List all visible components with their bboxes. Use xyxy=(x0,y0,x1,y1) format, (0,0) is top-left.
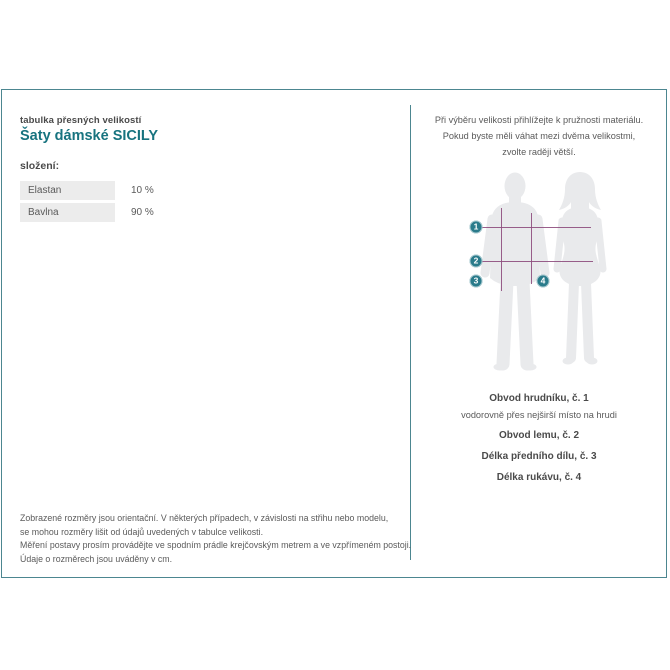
measurement-label-4: Délka rukávu, č. 4 xyxy=(496,472,582,483)
disclaimer-line: Zobrazené rozměry jsou orientační. V některých případech, v závislosti na střihu nebo modelu, xyxy=(20,513,389,523)
female-silhouette xyxy=(557,172,603,365)
product-title: Šaty dámské SICILY xyxy=(20,128,159,144)
size-selection-advice xyxy=(411,112,667,160)
measure-marker-3: 3 xyxy=(470,275,483,288)
measurement-label-1: Obvod hrudníku, č. 1 xyxy=(489,393,589,404)
measure-marker-1: 1 xyxy=(470,221,483,234)
measurement-label-2: Obvod lemu, č. 2 xyxy=(498,430,580,441)
composition-heading: složení: xyxy=(20,160,60,172)
male-silhouette xyxy=(485,173,545,371)
advice-line: zvolte raději větší. xyxy=(502,147,576,157)
measurement-note-1: vodorovně přes nejširší místo na hrudi xyxy=(461,410,617,420)
disclaimer-line: Údaje o rozměrech jsou uváděny v cm. xyxy=(20,553,173,564)
measurement-disclaimer xyxy=(20,512,411,566)
disclaimer-line: Měření postavy prosím provádějte ve spodním prádle krejčovským metrem a ve vzpřímeném postoji. xyxy=(20,540,412,550)
body-measurement-diagram xyxy=(411,165,667,391)
composition-table xyxy=(20,181,210,225)
page-eyebrow: tabulka přesných velikostí xyxy=(20,115,142,126)
material-percentage: 90 % xyxy=(131,207,154,218)
disclaimer-line: se mohou rozměry lišit od údajů uvedených v tabulce velikosti. xyxy=(20,526,264,537)
material-name: Elastan xyxy=(20,181,115,200)
advice-line: Při výběru velikosti přihlížejte k pružnosti materiálu. xyxy=(434,115,644,125)
table-row xyxy=(20,181,210,200)
table-row xyxy=(20,203,210,222)
front-length-measure-line xyxy=(501,208,502,291)
measurement-label-3: Délka předního dílu, č. 3 xyxy=(481,451,597,462)
chest-measure-line xyxy=(476,227,591,228)
material-name: Bavlna xyxy=(20,203,115,222)
advice-line: Pokud byste měli váhat mezi dvěma velikostmi, xyxy=(442,131,636,141)
sleeve-length-measure-line xyxy=(531,213,532,284)
measure-marker-2: 2 xyxy=(470,255,483,268)
hem-measure-line xyxy=(476,261,593,262)
measure-marker-4: 4 xyxy=(537,275,550,288)
material-percentage: 10 % xyxy=(131,185,154,196)
